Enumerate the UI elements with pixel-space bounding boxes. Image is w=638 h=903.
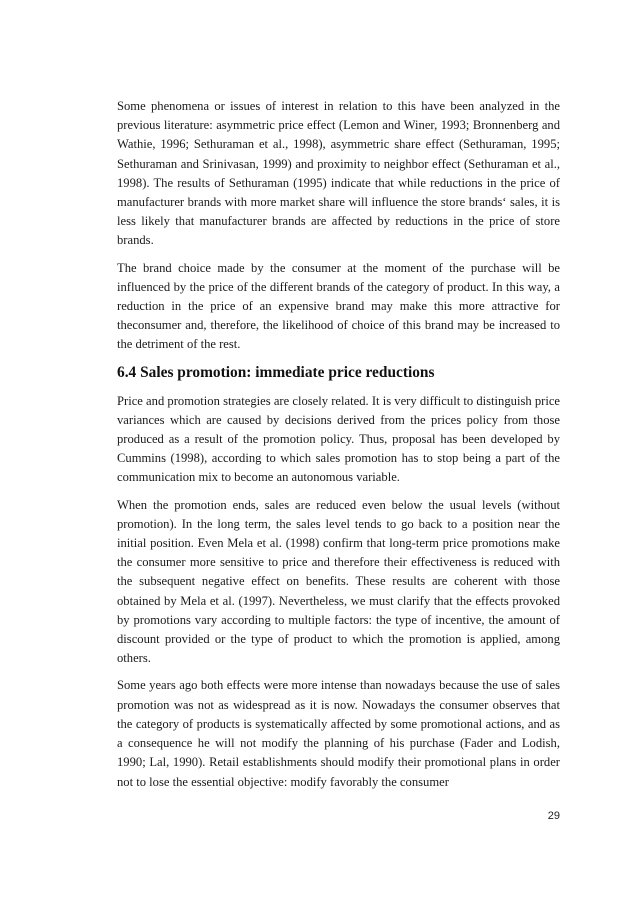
section-heading: 6.4 Sales promotion: immediate price reductions xyxy=(117,363,435,381)
paragraph-price-promotion-strategies: Price and promotion strategies are closely related. It is very difficult to distinguish price variances which are caused by decisions derived from the prices policy from those produced as a result of the promotion policy. Thus, proposal has been developed by Cummins (1998), according to which sales promotion has to stop being a part of the communication mix to become an autonomous variable. xyxy=(117,393,560,485)
paragraph-previous-literature: Some phenomena or issues of interest in relation to this have been analyzed in the previous literature: asymmetric price effect (Lemon and Winer, 1993; Bronnenberg and Wathie, 1996; Sethuraman et al., 1998), asymmetric share effect (Sethuraman, 1995; Sethuraman and Srinivasan, 1999) and proximity to neighbor effect (Sethuraman et al., 1998). The results of Sethuraman (1995) indicate that while reductions in the price of manufacturer brands with more market share will influence the store brands‘ sales, it is less likely that manufacturer brands are affected by reductions in the price of store brands. xyxy=(117,99,560,248)
page-number: 29 xyxy=(547,810,560,822)
page-body xyxy=(117,97,560,800)
paragraph-years-ago: Some years ago both effects were more intense than nowadays because the use of sales promotion was not as widespread as it is now. Nowadays the consumer observes that the category of products is systematically affected by some promotional actions, and as a consequence he will not modify the planning of his purchase (Fader and Lodish, 1990; Lal, 1990). Retail establishments should modify their promotional plans in order not to lose the essential objective: modify favorably the consumer xyxy=(117,678,560,789)
paragraph-promotion-ends: When the promotion ends, sales are reduced even below the usual levels (without promotion). In the long term, the sales level tends to go back to a position near the initial position. Even Mela et al. (1998) confirm that long-term price promotions make the consumer more sensitive to price and therefore their effectiveness is reduced with the subsequent negative effect on benefits. These results are coherent with those obtained by Mela et al. (1997). Nevertheless, we must clarify that the effects provoked by promotions vary according to multiple factors: the type of incentive, the amount of discount provided or the type of product to which the promotion is applied, among others. xyxy=(117,497,560,666)
paragraph-brand-choice: The brand choice made by the consumer at the moment of the purchase will be influenced by the price of the different brands of the category of product. In this way, a reduction in the price of an expensive brand may make this more attractive for theconsumer and, therefore, the likelihood of choice of this brand may be increased to the detriment of the rest. xyxy=(117,260,560,352)
